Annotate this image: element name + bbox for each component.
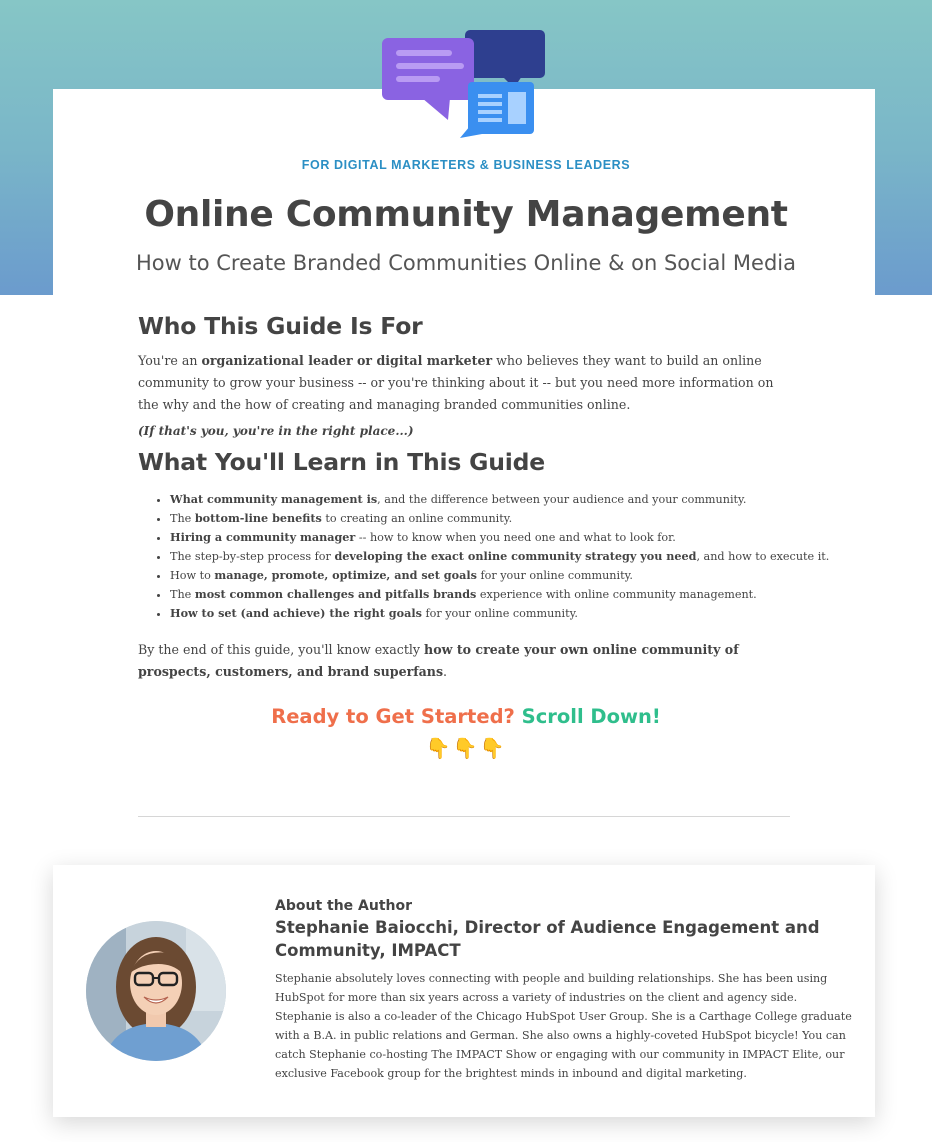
list-item-pre: The step-by-step process for: [170, 550, 335, 563]
who-text-c: who believes they want to build an online community to grow your business -- or you're thinking about it -- but you need more information on the why and the how of creating and managing branded communities online.: [138, 353, 774, 412]
list-item-post: for your online community.: [421, 607, 578, 620]
list-item-bold: developing the exact online community strategy you need: [334, 549, 697, 563]
list-item-bold: manage, promote, optimize, and set goals: [214, 568, 477, 582]
list-item: [170, 490, 798, 509]
list-item-bold: Hiring a community manager: [170, 530, 356, 544]
who-text-a: You're an: [138, 353, 202, 368]
list-item-pre: The: [170, 512, 195, 525]
author-avatar: [86, 921, 226, 1061]
list-item-bold: most common challenges and pitfalls brands: [194, 587, 477, 601]
page-title: Online Community Management: [144, 194, 788, 235]
who-aside: (If that's you, you're in the right place...): [138, 424, 414, 438]
pointing-down-icon: 👇👇👇: [425, 736, 507, 760]
list-item-bold: What community management is: [170, 492, 378, 506]
list-item-post: , and the difference between your audience and your community.: [377, 493, 747, 506]
cta-heading: [0, 705, 932, 728]
list-item-bold: How to set (and achieve) the right goals: [170, 606, 422, 620]
closing-text-bold: how to create your own online community of prospects, customers, and brand superfans: [138, 642, 739, 679]
cta-scroll-text: Scroll Down!: [521, 705, 661, 728]
list-item-bold: bottom-line benefits: [194, 511, 322, 525]
list-item: [170, 509, 798, 528]
list-item: [170, 528, 798, 547]
who-heading: Who This Guide Is For: [138, 312, 423, 340]
author-info: [275, 898, 855, 1083]
learn-list: [138, 490, 830, 623]
author-card: [53, 865, 875, 1117]
list-item-post: , and how to execute it.: [696, 550, 830, 563]
list-item-pre: The: [170, 588, 195, 601]
who-text-bold: organizational leader or digital marketer: [201, 353, 493, 368]
author-name: Stephanie Baiocchi, Director of Audience Engagement and Community, IMPACT: [275, 918, 820, 960]
section-divider: [138, 816, 790, 817]
cta-ready-text: Ready to Get Started?: [271, 705, 515, 728]
hero-eyebrow: FOR DIGITAL MARKETERS & BUSINESS LEADERS: [301, 158, 631, 172]
list-item-post: to creating an online community.: [321, 512, 513, 525]
list-item: [170, 547, 830, 566]
list-item-post: experience with online community management.: [476, 588, 757, 601]
closing-text-a: By the end of this guide, you'll know exactly: [138, 642, 425, 657]
list-item-pre: How to: [170, 569, 215, 582]
list-item-post: -- how to know when you need one and what to look for.: [355, 531, 676, 544]
chat-bubbles-icon: [382, 30, 548, 140]
learn-heading: What You'll Learn in This Guide: [138, 448, 546, 476]
list-item: [170, 604, 798, 623]
list-item: [170, 566, 798, 585]
who-paragraph: [138, 350, 798, 416]
author-label: About the Author: [275, 898, 413, 914]
author-photo-icon: [86, 921, 226, 1061]
list-item-post: for your online community.: [476, 569, 633, 582]
guide-content: [138, 312, 830, 683]
author-bio: Stephanie absolutely loves connecting with people and building relationships. She has been using HubSpot for more than six years across a variety of industries on the client and agency side. Stephanie is also a co-leader of the Chicago HubSpot User Group. She is a Carthage College graduate with a B.A. in public relations and German. She also owns a highly-coveted HubSpot bicycle! You can catch Stephanie co-hosting The IMPACT Show or engaging with our community in IMPACT Elite, our exclusive Facebook group for the brightest minds in inbound and digital marketing.: [275, 972, 852, 1080]
page-subtitle: How to Create Branded Communities Online & on Social Media: [136, 251, 796, 275]
closing-paragraph: [138, 639, 798, 683]
list-item: [170, 585, 798, 604]
closing-text-c: .: [443, 664, 448, 679]
